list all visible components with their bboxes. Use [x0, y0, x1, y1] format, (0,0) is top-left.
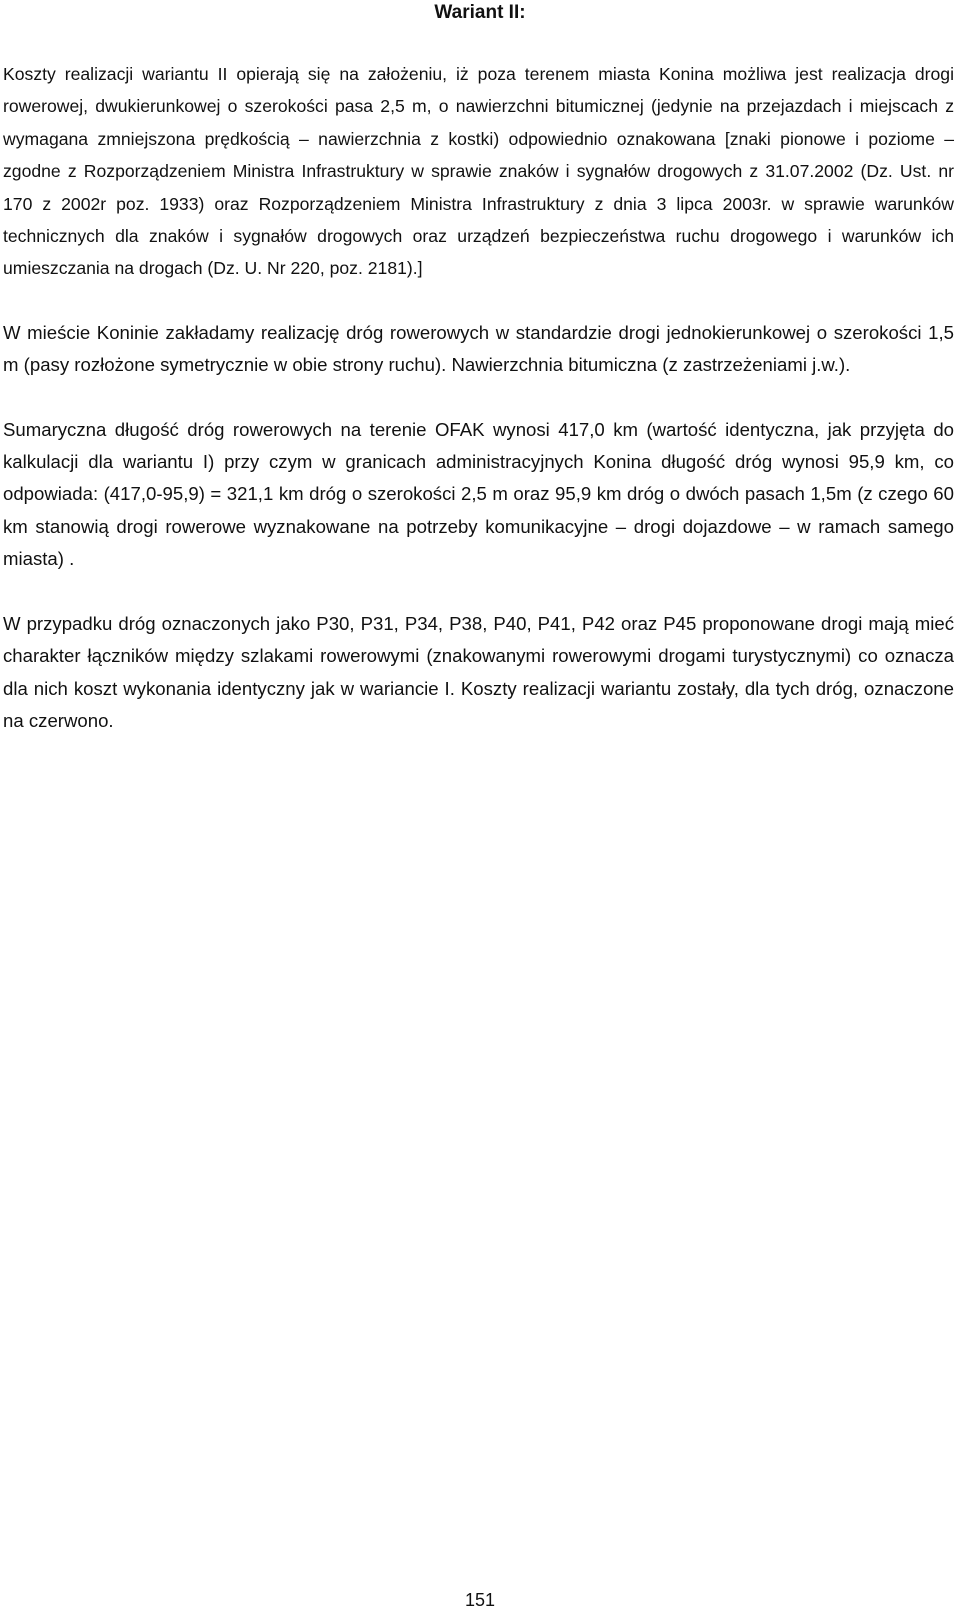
paragraph-total-length: Sumaryczna długość dróg rowerowych na terenie OFAK wynosi 417,0 km (wartość identyczna, jak przyjęta do kalkulacji dla wariantu I) przy czym w granicach administracyjnych Konina długość dróg wynosi 95,9 km, co odpowiada: (417,0-95,9) = 321,1 km dróg o szerokości 2,5 m oraz 95,9 km dróg o dwóch pasach 1,5m (z czego 60 km stanowią drogi rowerowe wyznakowane na potrzeby komunikacyjne – drogi dojazdowe – w ramach samego miasta) . — [3, 418, 954, 570]
paragraph-connector-roads: W przypadku dróg oznaczonych jako P30, P31, P34, P38, P40, P41, P42 oraz P45 proponowane drogi mają mieć charakter łączników między szlakami rowerowymi (znakowanymi rowerowymi drogami turystycznymi) co oznacza dla nich koszt wykonania identyczny jak w wariancie I. Koszty realizacji wariantu zostały, dla tych dróg, oznaczone na czerwono. — [3, 612, 954, 731]
paragraph-konin-standard: W mieście Koninie zakładamy realizację dróg rowerowych w standardzie drogi jednokierunkowej o szerokości 1,5 m (pasy rozłożone symetrycznie w obie strony ruchu). Nawierzchnia bitumiczna (z zastrzeżeniami j.w.). — [3, 321, 954, 376]
paragraph-variant-costs: Koszty realizacji wariantu II opierają się na założeniu, iż poza terenem miasta Konina możliwa jest realizacja drogi rowerowej, dwukierunkowej o szerokości pasa 2,5 m, o nawierzchni bitumicznej (jedynie na przejazdach i miejscach z wymagana zmniejszona prędkością – nawierzchnia z kostki) odpowiednio oznakowana [znaki pionowe i poziome – zgodne z Rozporządzeniem Ministra Infrastruktury w sprawie znaków i sygnałów drogowych z 31.07.2002 (Dz. Ust. nr 170 z 2002r poz. 1933) oraz Rozporządzeniem Ministra Infrastruktury z dnia 3 lipca 2003r. w sprawie warunków technicznych dla znaków i sygnałów drogowych oraz urządzeń bezpieczeństwa ruchu drogowego i warunków ich umieszczania na drogach (Dz. U. Nr 220, poz. 2181).] — [3, 64, 954, 279]
body-text — [3, 58, 954, 769]
page-number: 151 — [464, 1590, 496, 1610]
section-heading: Wariant II: — [434, 2, 526, 23]
